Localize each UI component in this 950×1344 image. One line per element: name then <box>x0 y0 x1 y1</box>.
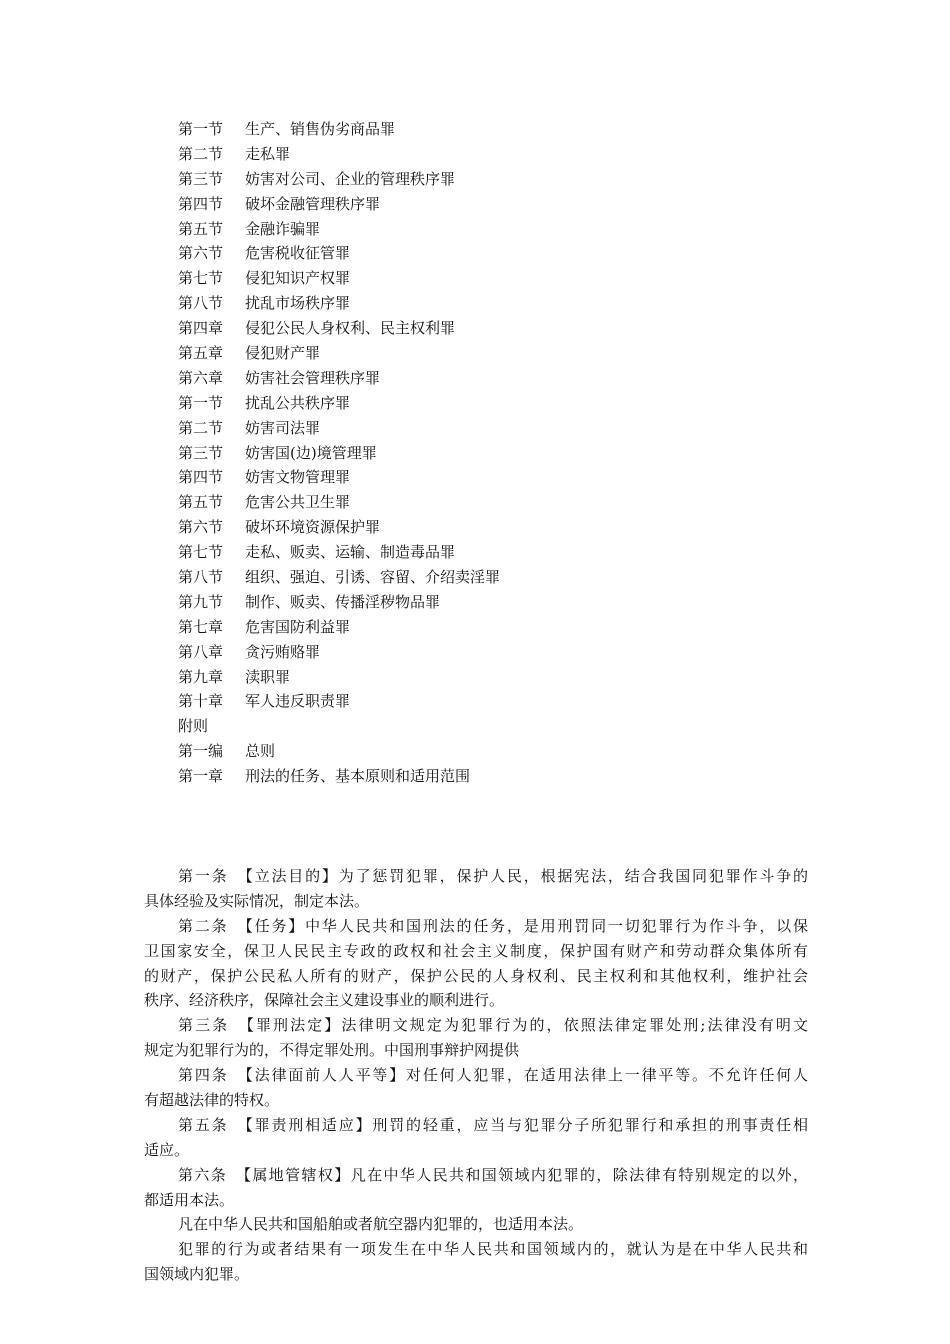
toc-entry <box>178 540 818 565</box>
toc-number: 第二节 <box>178 144 224 163</box>
toc-title: 侵犯公民人身权利、民主权利罪 <box>245 319 456 338</box>
toc-number: 第一编 <box>178 742 224 761</box>
article-line: 国领域内犯罪。 <box>144 1265 250 1284</box>
toc-entry <box>178 465 818 490</box>
article-4 <box>144 1063 808 1113</box>
toc-entry <box>178 764 818 789</box>
toc-title: 侵犯财产罪 <box>245 344 321 363</box>
article-3 <box>144 1013 808 1063</box>
toc-number: 第六节 <box>178 244 224 263</box>
toc-number: 第一节 <box>178 393 224 412</box>
toc-title: 妨害社会管理秩序罪 <box>245 368 381 387</box>
toc-title: 组织、强迫、引诱、容留、介绍卖淫罪 <box>245 568 501 587</box>
toc-entry <box>178 416 818 441</box>
toc-number: 第七节 <box>178 543 224 562</box>
toc-title: 危害税收征管罪 <box>245 244 351 263</box>
toc-number: 第五章 <box>178 344 224 363</box>
toc-number: 第七节 <box>178 269 224 288</box>
article-line: 都适用本法。 <box>144 1190 235 1209</box>
toc-number: 第四节 <box>178 194 224 213</box>
article-2 <box>144 914 808 1014</box>
toc-entry <box>178 689 818 714</box>
article-line: 第六条 【属地管辖权】凡在中华人民共和国领域内犯罪的，除法律有特别规定的以外， <box>178 1165 808 1184</box>
toc-title: 刑法的任务、基本原则和适用范围 <box>245 767 471 786</box>
toc-number: 第四章 <box>178 319 224 338</box>
article-line: 第二条 【任务】中华人民共和国刑法的任务，是用刑罚同一切犯罪行为作斗争，以保 <box>178 916 808 935</box>
toc-number: 第八节 <box>178 568 224 587</box>
toc-title: 生产、销售伪劣商品罪 <box>245 120 396 138</box>
toc-number: 第一节 <box>178 120 224 138</box>
toc-entry <box>178 391 818 416</box>
article-line: 有超越法律的特权。 <box>144 1091 280 1110</box>
toc-title: 金融诈骗罪 <box>245 219 321 238</box>
article-line: 的财产，保护公民私人所有的财产，保护公民的人身权利、民主权利和其他权利，维护社会 <box>144 966 808 985</box>
toc-entry <box>178 291 818 316</box>
toc-number: 第七章 <box>178 617 224 636</box>
article-line: 犯罪的行为或者结果有一项发生在中华人民共和国领域内的，就认为是在中华人民共和 <box>178 1240 808 1259</box>
toc-entry <box>178 441 818 466</box>
article-5 <box>144 1113 808 1163</box>
toc-title: 扰乱公共秩序罪 <box>245 393 351 412</box>
toc-entry <box>178 167 818 192</box>
toc-title: 妨害国(边)境管理罪 <box>245 443 377 462</box>
article-line: 第一条 【立法目的】为了惩罚犯罪，保护人民，根据宪法，结合我国同犯罪作斗争的 <box>178 867 808 885</box>
toc-number: 附则 <box>178 717 209 736</box>
toc-entry <box>178 241 818 266</box>
toc-number: 第六节 <box>178 518 224 537</box>
toc-title: 妨害对公司、企业的管理秩序罪 <box>245 169 456 188</box>
toc-title: 走私、贩卖、运输、制造毒品罪 <box>245 543 456 562</box>
toc-entry <box>178 714 818 739</box>
toc-number: 第三节 <box>178 169 224 188</box>
toc-entry <box>178 217 818 242</box>
toc-entry <box>178 665 818 690</box>
toc-title: 破坏金融管理秩序罪 <box>245 194 381 213</box>
article-body <box>144 864 808 1287</box>
toc-entry <box>178 366 818 391</box>
toc-number: 第二节 <box>178 418 224 437</box>
toc-entry <box>178 142 818 167</box>
article-line: 秩序、经济秩序，保障社会主义建设事业的顺利进行。 <box>144 991 505 1010</box>
toc-entry <box>178 490 818 515</box>
toc-entry <box>178 266 818 291</box>
toc-title: 总则 <box>245 742 276 761</box>
toc-number: 第一章 <box>178 767 224 786</box>
toc-title: 危害公共卫生罪 <box>245 493 351 512</box>
toc-entry <box>178 192 818 217</box>
article-6 <box>144 1163 808 1287</box>
article-line: 适应。 <box>144 1140 190 1159</box>
toc-title: 扰乱市场秩序罪 <box>245 294 351 313</box>
toc-number: 第六章 <box>178 368 224 387</box>
toc-title: 走私罪 <box>245 144 291 163</box>
article-line: 规定为犯罪行为的，不得定罪处刑。中国刑事辩护网提供 <box>144 1041 520 1060</box>
toc-title: 军人违反职责罪 <box>245 692 351 711</box>
toc-entry <box>178 739 818 764</box>
toc-title: 危害国防利益罪 <box>245 617 351 636</box>
table-of-contents <box>178 117 818 789</box>
toc-entry <box>178 341 818 366</box>
article-line: 第四条 【法律面前人人平等】对任何人犯罪，在适用法律上一律平等。不允许任何人 <box>178 1066 808 1085</box>
toc-number: 第五节 <box>178 219 224 238</box>
toc-title: 侵犯知识产权罪 <box>245 269 351 288</box>
toc-title: 贪污贿赂罪 <box>245 642 321 661</box>
toc-number: 第九节 <box>178 592 224 611</box>
article-line: 第五条 【罪责刑相适应】刑罚的轻重，应当与犯罪分子所犯罪行和承担的刑事责任相 <box>178 1115 808 1134</box>
toc-number: 第九章 <box>178 667 224 686</box>
toc-entry <box>178 615 818 640</box>
toc-number: 第十章 <box>178 692 224 711</box>
toc-entry <box>178 515 818 540</box>
toc-number: 第八章 <box>178 642 224 661</box>
toc-entry <box>178 565 818 590</box>
toc-number: 第四节 <box>178 468 224 487</box>
toc-number: 第八节 <box>178 294 224 313</box>
toc-title: 破坏环境资源保护罪 <box>245 518 381 537</box>
toc-number: 第五节 <box>178 493 224 512</box>
toc-entry <box>178 590 818 615</box>
toc-title: 渎职罪 <box>245 667 291 686</box>
toc-entry <box>178 640 818 665</box>
article-line: 第三条 【罪刑法定】法律明文规定为犯罪行为的，依照法律定罪处刑;法律没有明文 <box>178 1016 808 1035</box>
article-line: 具体经验及实际情况，制定本法。 <box>144 891 370 910</box>
article-line: 凡在中华人民共和国船舶或者航空器内犯罪的，也适用本法。 <box>178 1215 584 1234</box>
toc-title: 妨害文物管理罪 <box>245 468 351 487</box>
toc-title: 制作、贩卖、传播淫秽物品罪 <box>245 592 441 611</box>
toc-entry <box>178 316 818 341</box>
article-1 <box>144 864 808 914</box>
toc-number: 第三节 <box>178 443 224 462</box>
toc-title: 妨害司法罪 <box>245 418 321 437</box>
article-line: 卫国家安全，保卫人民民主专政的政权和社会主义制度，保护国有财产和劳动群众集体所有 <box>144 941 808 960</box>
toc-entry <box>178 117 818 142</box>
